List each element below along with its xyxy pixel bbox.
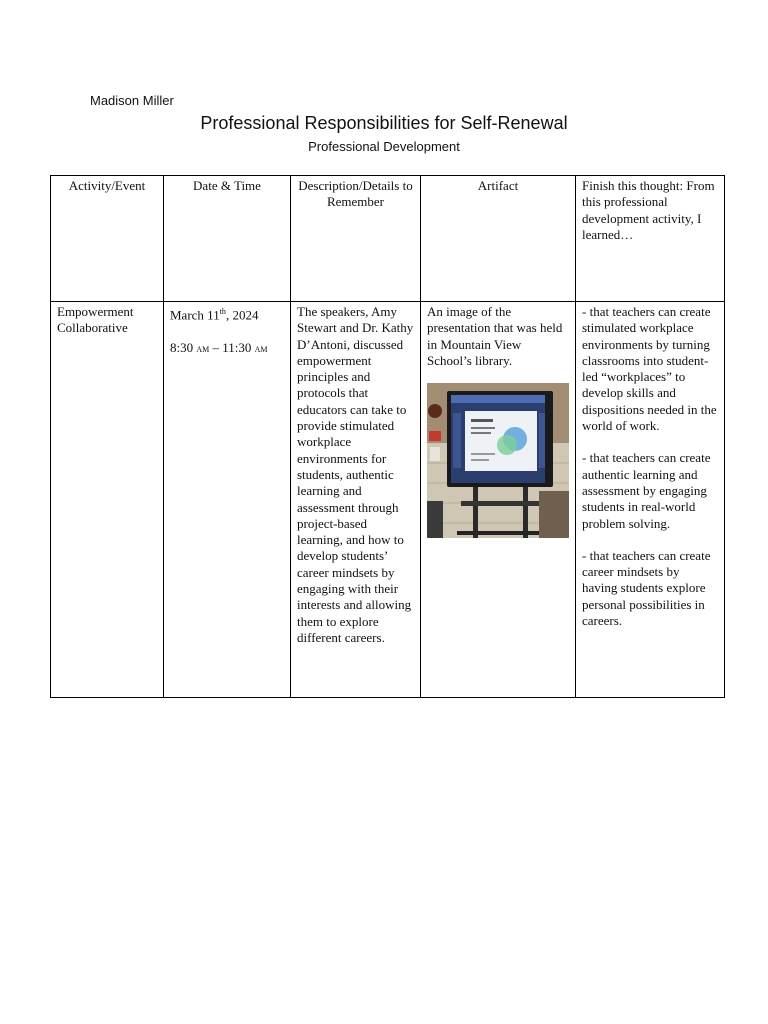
learned-item: - that teachers can create stimulated workplace environments by turning classrooms into student-led “workplaces” to develop skills and dispositions needed in the world of work. bbox=[582, 304, 717, 434]
event-date: March 11th, 2024 bbox=[170, 307, 259, 323]
column-header-activity: Activity/Event bbox=[51, 176, 164, 302]
document-title: Professional Responsibilities for Self-Renewal bbox=[200, 113, 568, 133]
cell-activity: Empowerment Collaborative bbox=[51, 302, 164, 698]
cell-learned bbox=[576, 302, 725, 698]
column-header-artifact: Artifact bbox=[421, 176, 576, 302]
table-row bbox=[51, 302, 725, 698]
table-header-row bbox=[51, 176, 725, 302]
cell-date-time bbox=[164, 302, 291, 698]
presentation-photo bbox=[427, 383, 569, 538]
column-header-description: Description/Details to Remember bbox=[291, 176, 421, 302]
cell-artifact bbox=[421, 302, 576, 698]
column-header-date-time: Date & Time bbox=[164, 176, 291, 302]
pd-activity-table bbox=[50, 175, 725, 698]
learned-item: - that teachers can create authentic learning and assessment by engaging students in real-world problem solving. bbox=[582, 450, 711, 531]
artifact-caption: An image of the presentation that was held in Mountain View School’s library. bbox=[427, 304, 563, 368]
learned-item: - that teachers can create career mindsets by having students explore personal possibilities in careers. bbox=[582, 547, 711, 629]
column-header-learned: Finish this thought: From this professional development activity, I learned… bbox=[576, 176, 725, 302]
author-name: Madison Miller bbox=[90, 93, 174, 108]
document-subtitle: Professional Development bbox=[308, 139, 460, 154]
event-time: 8:30 am – 11:30 am bbox=[170, 339, 268, 355]
cell-description: The speakers, Amy Stewart and Dr. Kathy D’Antoni, discussed empowerment principles and protocols that educators can take to provide stimulated workplace environments for students, authentic learning and assessment through project-based learning, and how to develop students’ career mindsets by engaging with their interests and allowing them to explore different careers. bbox=[291, 302, 421, 698]
